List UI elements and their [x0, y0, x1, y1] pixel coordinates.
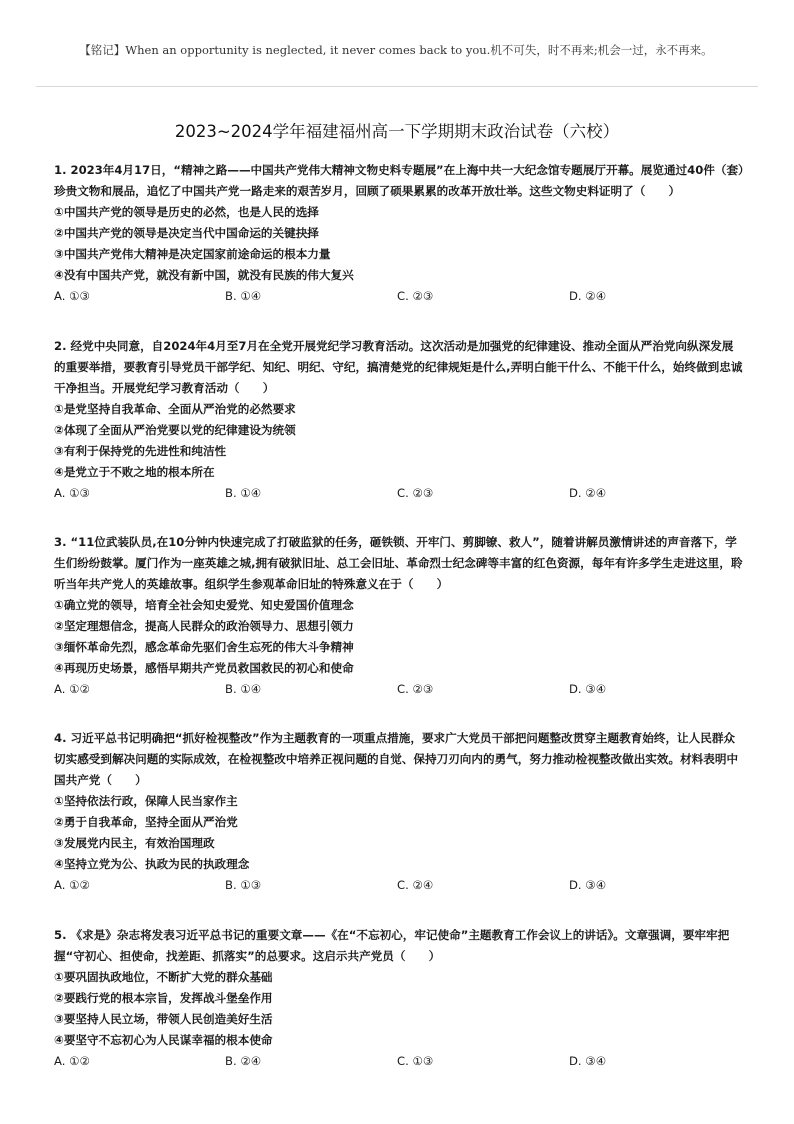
choice-a[interactable]: A. ①③ [54, 486, 90, 500]
statement-option: ③要坚持人民立场，带领人民创造美好生活 [54, 1012, 273, 1026]
question-stem: 1. 2023年4月17日，“精神之路——中国共产党伟大精神文物史料专题展”在上海中共一大纪念馆专题展厅开幕。展览通过40件（套）珍贵文物和展品，追忆了中国共产党一路走来的艰苦岁月，回顾了硕果累累的改革开放壮举。这些文物史料证明了（ ） [54, 163, 744, 198]
choice-b[interactable]: B. ①④ [225, 289, 262, 303]
question-5 [54, 925, 744, 1072]
statement-option: ③中国共产党伟大精神是决定国家前途命运的根本力量 [54, 247, 331, 261]
choice-c[interactable]: C. ②③ [397, 486, 434, 500]
choice-d[interactable]: D. ③④ [569, 682, 607, 696]
statement-option: ②体现了全面从严治党要以党的纪律建设为统领 [54, 423, 296, 437]
statement-option: ②坚定理想信念，提高人民群众的政治领导力、思想引领力 [54, 619, 354, 633]
statement-option: ④再现历史场景，感悟早期共产党员救国救民的初心和使命 [54, 661, 354, 675]
question-2 [54, 336, 744, 504]
choice-b[interactable]: B. ①④ [225, 486, 262, 500]
statement-option: ①确立党的领导，培育全社会知史爱党、知史爱国价值理念 [54, 598, 354, 612]
answer-choices [54, 1051, 744, 1072]
choice-c[interactable]: C. ②③ [397, 682, 434, 696]
question-1 [54, 160, 744, 307]
choice-a[interactable]: A. ①② [54, 682, 90, 696]
statement-option: ①中国共产党的领导是历史的必然，也是人民的选择 [54, 205, 319, 219]
choice-b[interactable]: B. ①③ [225, 878, 262, 892]
statement-option: ④是党立于不败之地的根本所在 [54, 465, 215, 479]
statement-option: ②要践行党的根本宗旨，发挥战斗堡垒作用 [54, 991, 273, 1005]
question-stem: 4. 习近平总书记明确把“抓好检视整改”作为主题教育的一项重点措施，要求广大党员干部把问题整改贯穿主题教育始终，让人民群众切实感受到解决问题的实际成效，在检视整改中培养正视问题的自觉、保持刀刃向内的勇气，努力推动检视整改做出实效。材料表明中国共产党（ ） [54, 731, 739, 787]
question-stem: 5. 《求是》杂志将发表习近平总书记的重要文章——《在“不忘初心，牢记使命”主题教育工作会议上的讲话》。文章强调，要牢牢把握“守初心、担使命，找差距、抓落实”的总要求。这启示共产党员（ ） [54, 928, 730, 963]
choice-c[interactable]: C. ②③ [397, 289, 434, 303]
statement-option: ④没有中国共产党，就没有新中国，就没有民族的伟大复兴 [54, 268, 354, 282]
header-divider [36, 86, 758, 87]
statement-option: ②勇于自我革命，坚持全面从严治党 [54, 815, 238, 829]
choice-d[interactable]: D. ③④ [569, 878, 607, 892]
choice-b[interactable]: B. ①④ [225, 682, 262, 696]
question-4 [54, 728, 744, 896]
statement-option: ①坚持依法行政，保障人民当家作主 [54, 794, 238, 808]
question-stem: 3. “11位武装队员,在10分钟内快速完成了打破监狱的任务，砸铁锁、开牢门、剪脚镣、救人”，随着讲解员激情讲述的声音落下，学生们纷纷鼓掌。厦门作为一座英雄之城,拥有破狱旧址、总工会旧址、革命烈士纪念碑等丰富的红色资源，每年有许多学生走进这里，聆听当年共产党人的英雄故事。组织学生参观革命旧址的特殊意义在于（ ） [54, 535, 743, 591]
statement-option: ①是党坚持自我革命、全面从严治党的必然要求 [54, 402, 296, 416]
choice-d[interactable]: D. ②④ [569, 289, 607, 303]
motto-banner: 【铭记】When an opportunity is neglected, it never comes back to you.机不可失，时不再来;机会一过，永不再来。 [79, 43, 713, 57]
choice-c[interactable]: C. ①③ [397, 1054, 434, 1068]
statement-option: ④要坚守不忘初心为人民谋幸福的根本使命 [54, 1033, 273, 1047]
statement-option: ①要巩固执政地位，不断扩大党的群众基础 [54, 970, 273, 984]
statement-option: ③有利于保持党的先进性和纯洁性 [54, 444, 227, 458]
choice-a[interactable]: A. ①③ [54, 289, 90, 303]
choice-b[interactable]: B. ②④ [225, 1054, 262, 1068]
page-title: 2023~2024学年福建福州高一下学期期末政治试卷（六校） [174, 122, 620, 141]
choice-a[interactable]: A. ①② [54, 878, 90, 892]
answer-choices [54, 875, 744, 896]
choice-a[interactable]: A. ①② [54, 1054, 90, 1068]
statement-option: ③发展党内民主，有效治国理政 [54, 836, 215, 850]
statement-option: ④坚持立党为公、执政为民的执政理念 [54, 857, 250, 871]
answer-choices [54, 483, 744, 504]
choice-d[interactable]: D. ③④ [569, 1054, 607, 1068]
answer-choices [54, 679, 744, 700]
question-stem: 2. 经党中央同意，自2024年4月至7月在全党开展党纪学习教育活动。这次活动是加强党的纪律建设、推动全面从严治党向纵深发展的重要举措，要教育引导党员干部学纪、知纪、明纪、守纪，搞清楚党的纪律规矩是什么,弄明白能干什么、不能干什么，始终做到忠诚干净担当。开展党纪学习教育活动（ ） [54, 339, 743, 395]
statement-option: ②中国共产党的领导是决定当代中国命运的关键抉择 [54, 226, 319, 240]
question-3 [54, 532, 744, 700]
choice-c[interactable]: C. ②④ [397, 878, 434, 892]
choice-d[interactable]: D. ②④ [569, 486, 607, 500]
answer-choices [54, 286, 744, 307]
statement-option: ③缅怀革命先烈，感念革命先驱们舍生忘死的伟大斗争精神 [54, 640, 354, 654]
